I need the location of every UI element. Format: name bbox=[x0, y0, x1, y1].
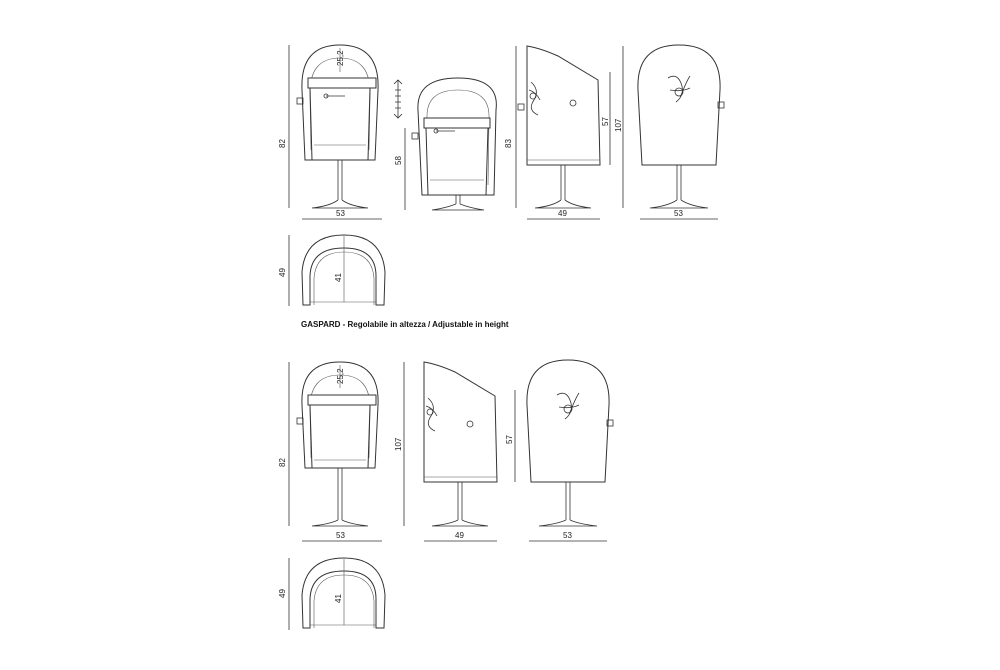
top-front-height-dim: 82 bbox=[278, 139, 287, 148]
bottom-plan-seat-dim: 41 bbox=[334, 594, 343, 603]
bottom-front-width-dim: 53 bbox=[336, 531, 345, 540]
product-caption: GASPARD - Regolabile in altezza / Adjustable in height bbox=[301, 320, 509, 329]
bottom-plan-view bbox=[278, 558, 385, 630]
top-plan-view bbox=[278, 235, 385, 306]
bottom-front-height-dim: 82 bbox=[278, 458, 287, 467]
top-side-height-dim: 83 bbox=[504, 139, 513, 148]
bottom-front-view bbox=[278, 362, 382, 541]
bottom-back-back-dim: 57 bbox=[505, 435, 514, 444]
bottom-side-width-dim: 49 bbox=[455, 531, 464, 540]
top-front-width-dim: 53 bbox=[336, 209, 345, 218]
top-front-view bbox=[278, 45, 382, 219]
bottom-side-total-dim: 107 bbox=[394, 437, 403, 451]
bottom-front-top-dim: 25,2 bbox=[336, 368, 345, 384]
top-side-total-dim: 107 bbox=[614, 118, 623, 132]
top-side-view bbox=[504, 46, 623, 219]
bottom-side-view bbox=[394, 362, 497, 541]
top-lowered-seat-dim: 58 bbox=[394, 156, 403, 165]
top-plan-seat-dim: 41 bbox=[334, 273, 343, 282]
height-adjust-arrow-icon bbox=[394, 80, 402, 118]
bottom-plan-depth-dim: 49 bbox=[278, 589, 287, 598]
bottom-back-width-dim: 53 bbox=[563, 531, 572, 540]
top-side-width-dim: 49 bbox=[558, 209, 567, 218]
top-plan-depth-dim: 49 bbox=[278, 268, 287, 277]
bottom-back-view bbox=[505, 360, 613, 541]
top-lowered-view bbox=[394, 78, 496, 210]
top-back-width-dim: 53 bbox=[674, 209, 683, 218]
top-side-back-dim: 57 bbox=[601, 117, 610, 126]
top-back-view bbox=[638, 45, 724, 219]
top-front-top-dim: 25,2 bbox=[336, 50, 345, 66]
